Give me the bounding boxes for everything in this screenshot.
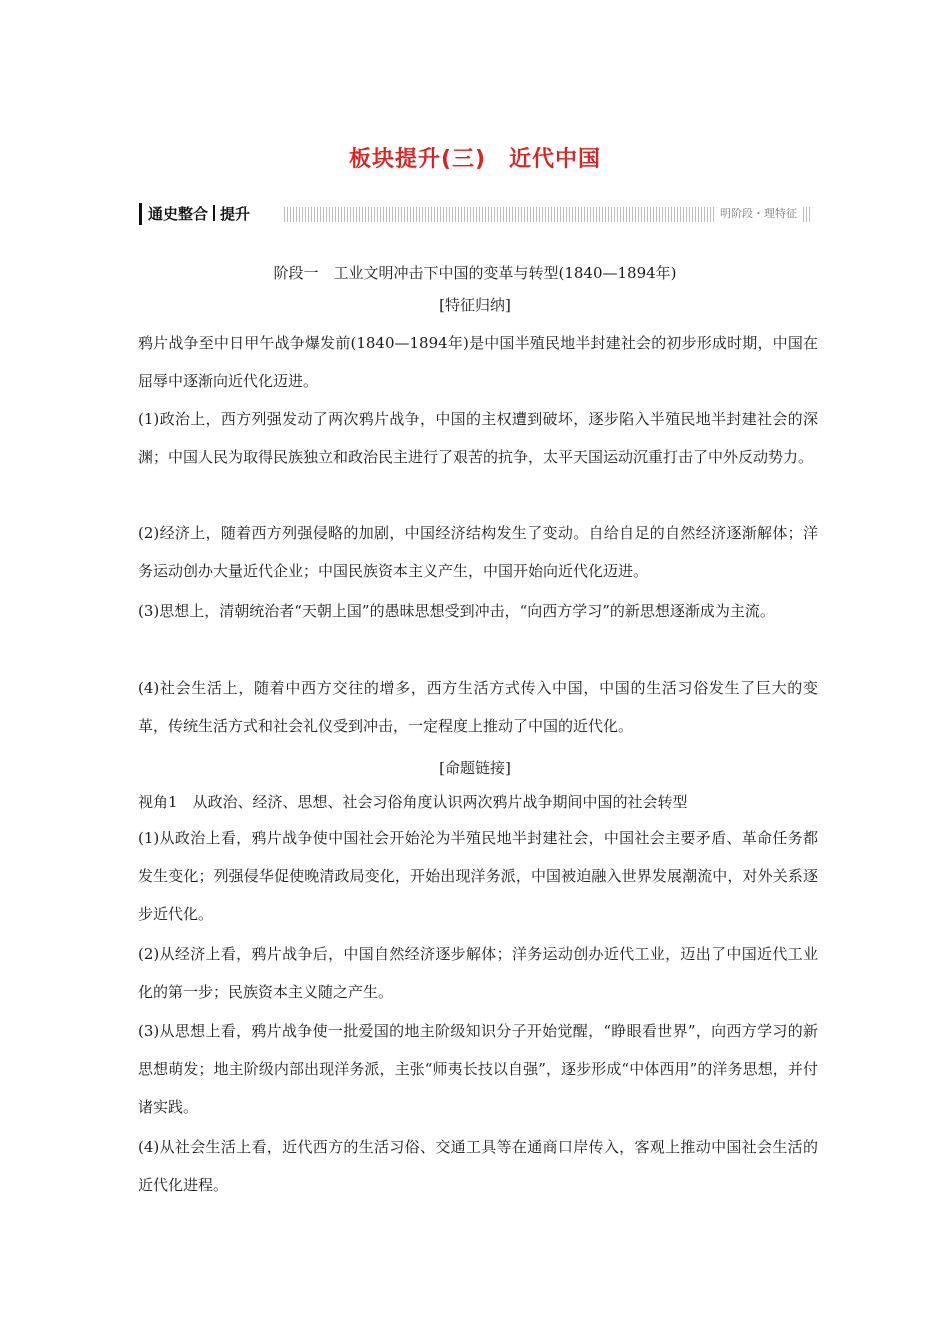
banner-label-part2: 提升 (220, 205, 251, 223)
section-heading-features: [特征归纳] (439, 296, 511, 314)
link-paragraph-3: (3)从思想上看，鸦片战争使一批爱国的地主阶级知识分子开始觉醒，“睁眼看世界”，向西方学习的新思想萌发；地主阶级内部出现洋务派，主张“师夷长技以自强”，逐步形成“中体西用”的洋务思想，并付诸实践。 (138, 1022, 818, 1116)
feature-paragraph-2: (2)经济上，随着西方列强侵略的加剧，中国经济结构发生了变动。自给自足的自然经济逐渐解体；洋务运动创办大量近代企业；中国民族资本主义产生，中国开始向近代化迈进。 (138, 524, 818, 580)
banner-tag: 明阶段・理特征 (714, 205, 803, 223)
feature-paragraph-3: (3)思想上，清朝统治者“天朝上国”的愚昧思想受到冲击，“向西方学习”的新思想逐渐成为主流。 (138, 602, 775, 620)
intro-paragraph: 鸦片战争至中日甲午战争爆发前(1840—1894年)是中国半殖民地半封建社会的初步形成时期，中国在屈辱中逐渐向近代化迈进。 (138, 334, 818, 390)
link-paragraph-1: (1)从政治上看，鸦片战争使中国社会开始沦为半殖民地半封建社会，中国社会主要矛盾、革命任务都发生变化；列强侵华促使晚清政局变化，开始出现洋务派，中国被迫融入世界发展潮流中，对外关系逐步近代化。 (138, 829, 818, 923)
page-title: 板块提升(三) 近代中国 (348, 147, 602, 172)
stage-heading: 阶段一 工业文明冲击下中国的变革与转型(1840—1894年) (273, 264, 677, 282)
perspective-heading: 视角1 从政治、经济、思想、社会习俗角度认识两次鸦片战争期间中国的社会转型 (138, 793, 688, 811)
banner-divider (213, 205, 215, 221)
feature-paragraph-4: (4)社会生活上，随着中西方交往的增多，西方生活方式传入中国，中国的生活习俗发生了巨大的变革，传统生活方式和社会礼仪受到冲击，一定程度上推动了中国的近代化。 (138, 679, 818, 735)
link-paragraph-4: (4)从社会生活上看，近代西方的生活习俗、交通工具等在通商口岸传入，客观上推动中国社会生活的近代化进程。 (138, 1138, 818, 1194)
section-banner (139, 203, 811, 225)
banner-label (139, 203, 250, 225)
link-paragraph-2: (2)从经济上看，鸦片战争后，中国自然经济逐步解体；洋务运动创办近代工业，迈出了中国近代工业化的第一步；民族资本主义随之产生。 (138, 945, 818, 1001)
section-heading-links: [命题链接] (439, 759, 511, 777)
feature-paragraph-1: (1)政治上，西方列强发动了两次鸦片战争，中国的主权遭到破坏，逐步陷入半殖民地半封建社会的深渊；中国人民为取得民族独立和政治民主进行了艰苦的抗争，太平天国运动沉重打击了中外反动势力。 (138, 410, 818, 466)
banner-label-part1: 通史整合 (148, 205, 209, 223)
